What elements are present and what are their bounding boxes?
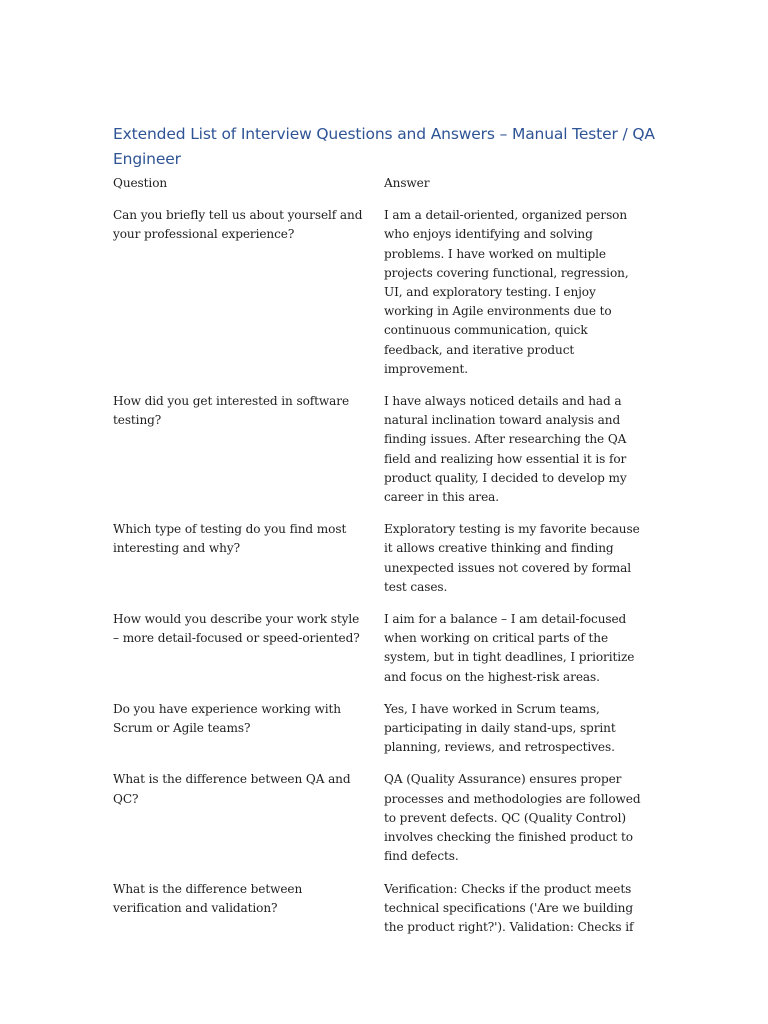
table-row bbox=[113, 770, 653, 866]
table-header-row bbox=[113, 174, 653, 193]
table-row bbox=[113, 520, 653, 597]
question-text: What is the difference between QA and QC? bbox=[113, 772, 351, 806]
table-row bbox=[113, 206, 653, 379]
answer-text: Exploratory testing is my favorite because it allows creative thinking and finding unexpected issues not covered by formal test cases. bbox=[384, 522, 640, 594]
table-row bbox=[113, 610, 653, 687]
document-title: Extended List of Interview Questions and Answers – Manual Tester / QA Engineer bbox=[113, 125, 655, 168]
question-column-header: Question bbox=[113, 176, 168, 190]
question-text: What is the difference between verification and validation? bbox=[113, 881, 303, 915]
answer-text: I aim for a balance – I am detail-focused when working on critical parts of the system, but in tight deadlines, I prioritize and focus on the highest-risk areas. bbox=[384, 612, 635, 684]
table-row bbox=[113, 700, 653, 758]
question-text: How did you get interested in software testing? bbox=[113, 394, 350, 428]
answer-text: QA (Quality Assurance) ensures proper processes and methodologies are followed to prevent defects. QC (Quality Control) involves checking the finished product to find defects. bbox=[384, 772, 641, 864]
answer-column-header: Answer bbox=[384, 176, 430, 190]
question-text: How would you describe your work style – more detail-focused or speed-oriented? bbox=[113, 612, 360, 646]
question-text: Can you briefly tell us about yourself and your professional experience? bbox=[113, 208, 363, 242]
table-row bbox=[113, 880, 653, 938]
answer-text: Verification: Checks if the product meets technical specifications ('Are we building the product right?'). Validation: Checks if bbox=[384, 881, 634, 934]
question-text: Do you have experience working with Scrum or Agile teams? bbox=[113, 701, 341, 736]
answer-text: Yes, I have worked in Scrum teams, participating in daily stand-ups, sprint planning, reviews, and retrospectives. bbox=[384, 701, 616, 755]
qa-table bbox=[113, 174, 653, 950]
table-row bbox=[113, 392, 653, 507]
question-text: Which type of testing do you find most interesting and why? bbox=[113, 522, 347, 556]
answer-text: I have always noticed details and had a natural inclination toward analysis and finding issues. After researching the QA field and realizing how essential it is for product quality, I decided to develop my career in this area. bbox=[384, 394, 627, 505]
answer-text: I am a detail-oriented, organized person who enjoys identifying and solving problems. I have worked on multiple projects covering functional, regression, UI, and exploratory testing. I enjoy working in Agile environments due to continuous communication, quick feedback, and iterative product improvement. bbox=[384, 208, 629, 376]
